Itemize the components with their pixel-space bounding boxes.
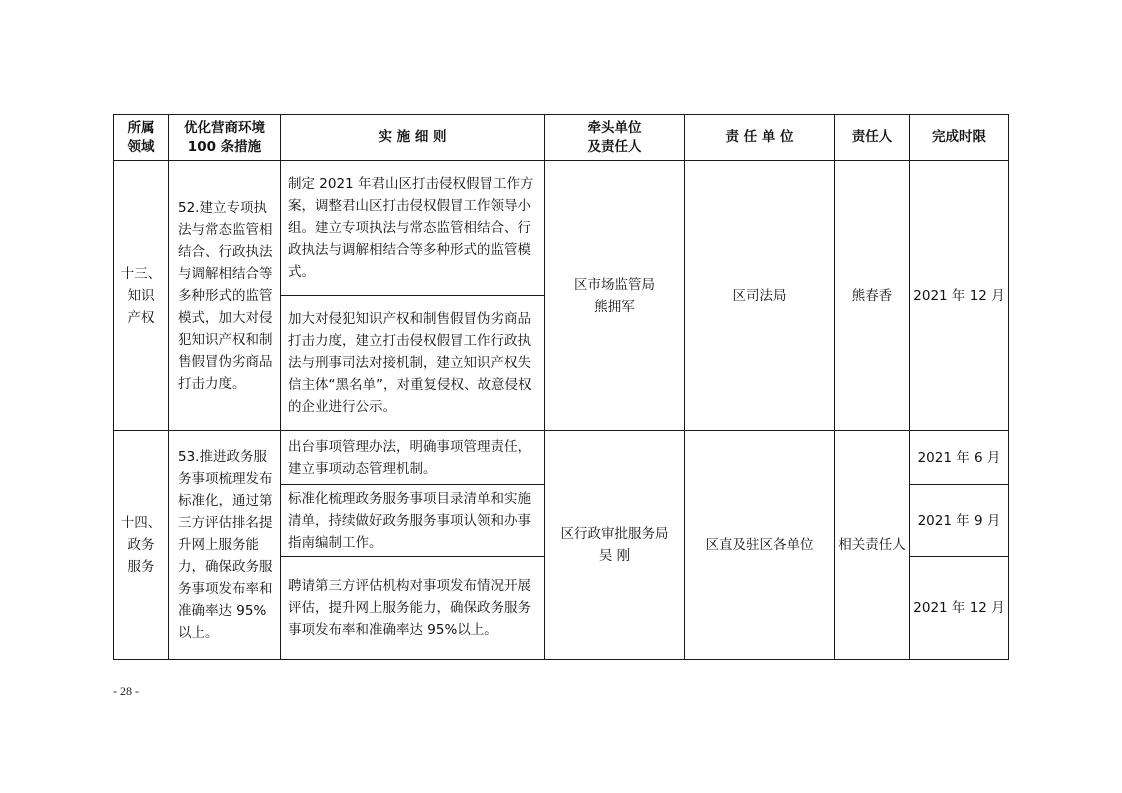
- person-cell: 熊春香: [835, 161, 910, 431]
- header-person: 责任人: [835, 115, 910, 161]
- table-row: [114, 161, 1009, 296]
- unit-cell: 区司法局: [685, 161, 835, 431]
- detail-cell: 加大对侵犯知识产权和制售假冒伪劣商品打击力度，建立打击侵权假冒工作行政执法与刑事司法对接机制，建立知识产权失信主体“黑名单”，对重复侵权、故意侵权的企业进行公示。: [281, 296, 545, 431]
- header-deadline: 完成时限: [910, 115, 1009, 161]
- header-detail: 实 施 细 则: [281, 115, 545, 161]
- header-unit: 责 任 单 位: [685, 115, 835, 161]
- detail-cell: 出台事项管理办法，明确事项管理责任，建立事项动态管理机制。: [281, 431, 545, 485]
- table-row: [114, 431, 1009, 485]
- deadline-cell: 2021 年 12 月: [910, 557, 1009, 660]
- table-header-row: [114, 115, 1009, 161]
- header-measure: 优化营商环境 100 条措施: [169, 115, 281, 161]
- deadline-cell: 2021 年 12 月: [910, 161, 1009, 431]
- field-cell: 十三、 知识 产权: [114, 161, 169, 431]
- unit-cell: 区直及驻区各单位: [685, 431, 835, 660]
- lead-cell: 区行政审批服务局 吴 刚: [545, 431, 685, 660]
- lead-cell: 区市场监管局 熊拥军: [545, 161, 685, 431]
- measure-cell: 53.推进政务服务事项梳理发布标准化，通过第三方评估排名提升网上服务能力，确保政务服务事项发布率和准确率达 95%以上。: [169, 431, 281, 660]
- field-cell: 十四、 政务 服务: [114, 431, 169, 660]
- measure-cell: 52.建立专项执法与常态监管相结合、行政执法与调解相结合等多种形式的监管模式，加大对侵犯知识产权和制售假冒伪劣商品打击力度。: [169, 161, 281, 431]
- header-field: 所属 领域: [114, 115, 169, 161]
- detail-cell: 标准化梳理政务服务事项目录清单和实施清单，持续做好政务服务事项认领和办事指南编制工作。: [281, 485, 545, 557]
- detail-cell: 制定 2021 年君山区打击侵权假冒工作方案，调整君山区打击侵权假冒工作领导小组。建立专项执法与常态监管相结合、行政执法与调解相结合等多种形式的监管模式。: [281, 161, 545, 296]
- page-number: - 28 -: [113, 684, 139, 698]
- detail-cell: 聘请第三方评估机构对事项发布情况开展评估，提升网上服务能力，确保政务服务事项发布率和准确率达 95%以上。: [281, 557, 545, 660]
- deadline-cell: 2021 年 9 月: [910, 485, 1009, 557]
- deadline-cell: 2021 年 6 月: [910, 431, 1009, 485]
- header-lead: 牵头单位 及责任人: [545, 115, 685, 161]
- measures-table: [113, 114, 1009, 660]
- person-cell: 相关责任人: [835, 431, 910, 660]
